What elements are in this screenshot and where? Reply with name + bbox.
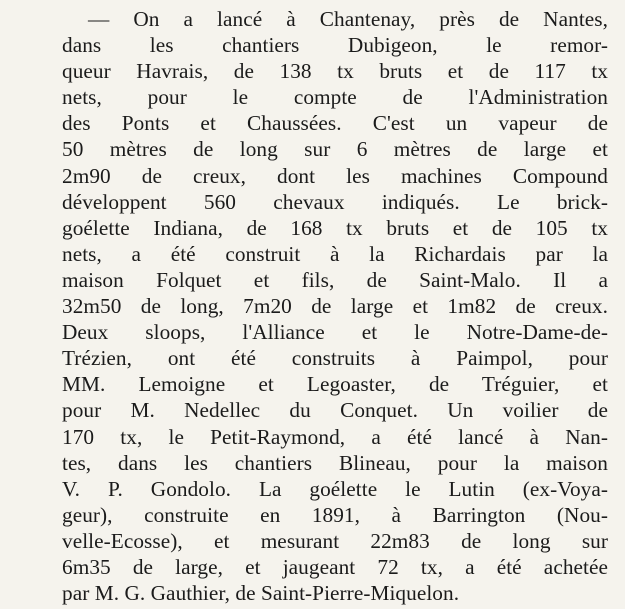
text-line-9: goélette Indiana, de 168 tx bruts et de 105 tx	[62, 215, 608, 240]
text-line-4: nets, pour le compte de l'Administration	[62, 85, 608, 110]
text-line-8: développent 560 chevaux indiqués. Le brick-	[62, 189, 608, 214]
text-line-10: nets, a été construit à la Richardais par la	[62, 241, 608, 266]
text-line-6: 50 mètres de long sur 6 mètres de large et	[62, 137, 608, 162]
text-line-2: dans les chantiers Dubigeon, le remor-	[62, 33, 608, 58]
text-line-3: queur Havrais, de 138 tx bruts et de 117 tx	[62, 59, 608, 84]
text-line-20: geur), construite en 1891, à Barrington (Nou-	[62, 502, 608, 527]
text-line-1: — On a lancé à Chantenay, près de Nantes,	[88, 7, 608, 31]
text-line-7: 2m90 de creux, dont les machines Compound	[62, 163, 608, 188]
text-line-14: Trézien, ont été construits à Paimpol, pour	[62, 346, 608, 371]
text-line-22: 6m35 de large, et jaugeant 72 tx, a été achetée	[62, 554, 608, 579]
text-line-17: 170 tx, le Petit-Raymond, a été lancé à Nan-	[62, 424, 608, 449]
text-line-11: maison Folquet et fils, de Saint-Malo. Il a	[62, 267, 608, 292]
text-line-5: des Ponts et Chaussées. C'est un vapeur de	[62, 111, 608, 136]
article-column	[62, 6, 608, 606]
text-line-21: velle-Ecosse), et mesurant 22m83 de long sur	[62, 528, 608, 553]
text-line-12: 32m50 de long, 7m20 de large et 1m82 de creux.	[62, 294, 608, 319]
text-line-13: Deux sloops, l'Alliance et le Notre-Dame-de-	[62, 320, 608, 345]
text-line-18: tes, dans les chantiers Blineau, pour la maison	[62, 450, 608, 475]
text-line-23: par M. G. Gauthier, de Saint-Pierre-Miquelon.	[62, 581, 460, 606]
text-line-16: pour M. Nedellec du Conquet. Un voilier de	[62, 398, 608, 423]
text-line-15: MM. Lemoigne et Legoaster, de Tréguier, et	[62, 372, 608, 397]
text-line-19: V. P. Gondolo. La goélette le Lutin (ex-Voya-	[62, 476, 608, 501]
